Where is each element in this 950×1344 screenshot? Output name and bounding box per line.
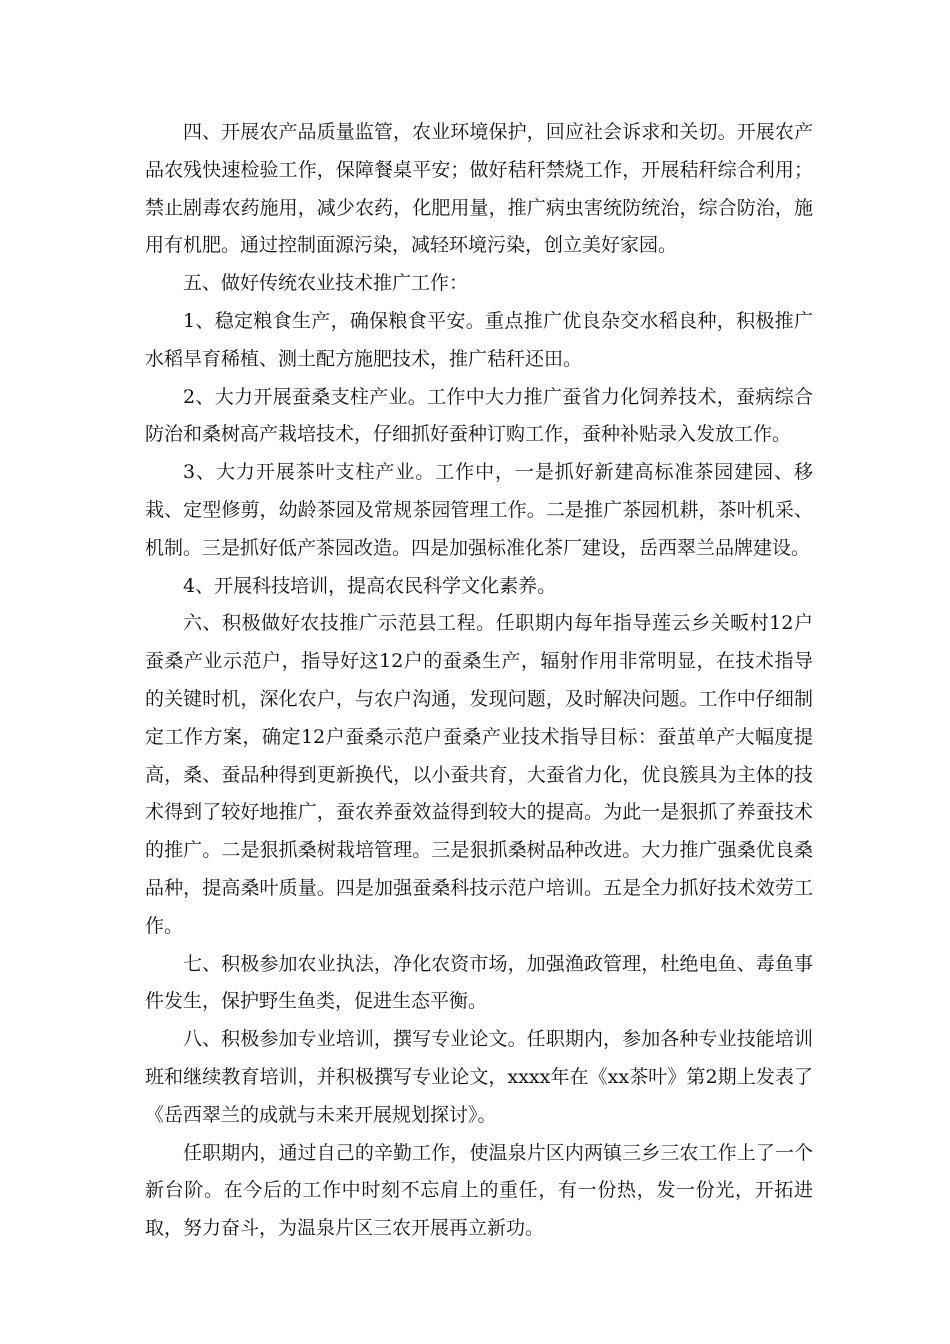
paragraph-section-8: 八、积极参加专业培训，撰写专业论文。任职期内，参加各种专业技能培训班和继续教育培训，并积极撰写专业论文，xxxx年在《xx茶叶》第2期上发表了《岳西翠兰的成就与未来开展规划探讨》。 <box>145 1028 813 1126</box>
paragraph-section-6: 六、积极做好农技推广示范县工程。任职期内每年指导莲云乡关畈村12户蚕桑产业示范户，指导好这12户的蚕桑生产，辐射作用非常明显，在技术指导的关键时机，深化农户，与农户沟通，发现问题，及时解决问题。工作中仔细制定工作方案，确定12户蚕桑示范户蚕桑产业技术指导目标：蚕茧单产大幅度提高，桑、蚕品种得到更新换代，以小蚕共育，大蚕省力化，优良簇具为主体的技术得到了较好地推广，蚕农养蚕效益得到较大的提高。为此一是狠抓了养蚕技术的推广。二是狠抓桑树栽培管理。三是狠抓桑树品种改进。大力推广强桑优良桑品种，提高桑叶质量。四是加强蚕桑科技示范户培训。五是全力抓好技术效劳工作。 <box>145 612 813 937</box>
document-body <box>145 114 813 1248</box>
paragraph-item-4: 4、开展科技培训，提高农民科学文化素养。 <box>183 574 557 597</box>
paragraph-item-1: 1、稳定粮食生产，确保粮食平安。重点推广优良杂交水稻良种，积极推广水稻旱育稀植、测土配方施肥技术，推广秸秆还田。 <box>145 309 813 370</box>
paragraph-item-2: 2、大力开展蚕桑支柱产业。工作中大力推广蚕省力化饲养技术，蚕病综合防治和桑树高产栽培技术，仔细抓好蚕种订购工作，蚕种补贴录入发放工作。 <box>145 385 813 446</box>
paragraph-section-4: 四、开展农产品质量监管，农业环境保护，回应社会诉求和关切。开展农产品农残快速检验工作，保障餐桌平安；做好秸秆禁烧工作，开展秸秆综合利用；禁止剧毒农药施用，减少农药，化肥用量，推广病虫害统防统治，综合防治，施用有机肥。通过控制面源污染，减轻环境污染，创立美好家园。 <box>145 121 813 257</box>
paragraph-section-5-heading: 五、做好传统农业技术推广工作： <box>183 272 469 295</box>
paragraph-section-7: 七、积极参加农业执法，净化农资市场，加强渔政管理，杜绝电鱼、毒鱼事件发生，保护野生鱼类，促进生态平衡。 <box>145 952 813 1013</box>
paragraph-item-3: 3、大力开展茶叶支柱产业。工作中，一是抓好新建高标准茶园建园、移栽、定型修剪，幼龄茶园及常规茶园管理工作。二是推广茶园机耕，茶叶机采、机制。三是抓好低产茶园改造。四是加强标准化茶厂建设，岳西翠兰品牌建设。 <box>145 461 813 559</box>
paragraph-conclusion: 任职期内，通过自己的辛勤工作，使温泉片区内两镇三乡三农工作上了一个新台阶。在今后的工作中时刻不忘肩上的重任，有一份热，发一份光，开拓进取，努力奋斗，为温泉片区三农开展再立新功。 <box>145 1141 813 1240</box>
